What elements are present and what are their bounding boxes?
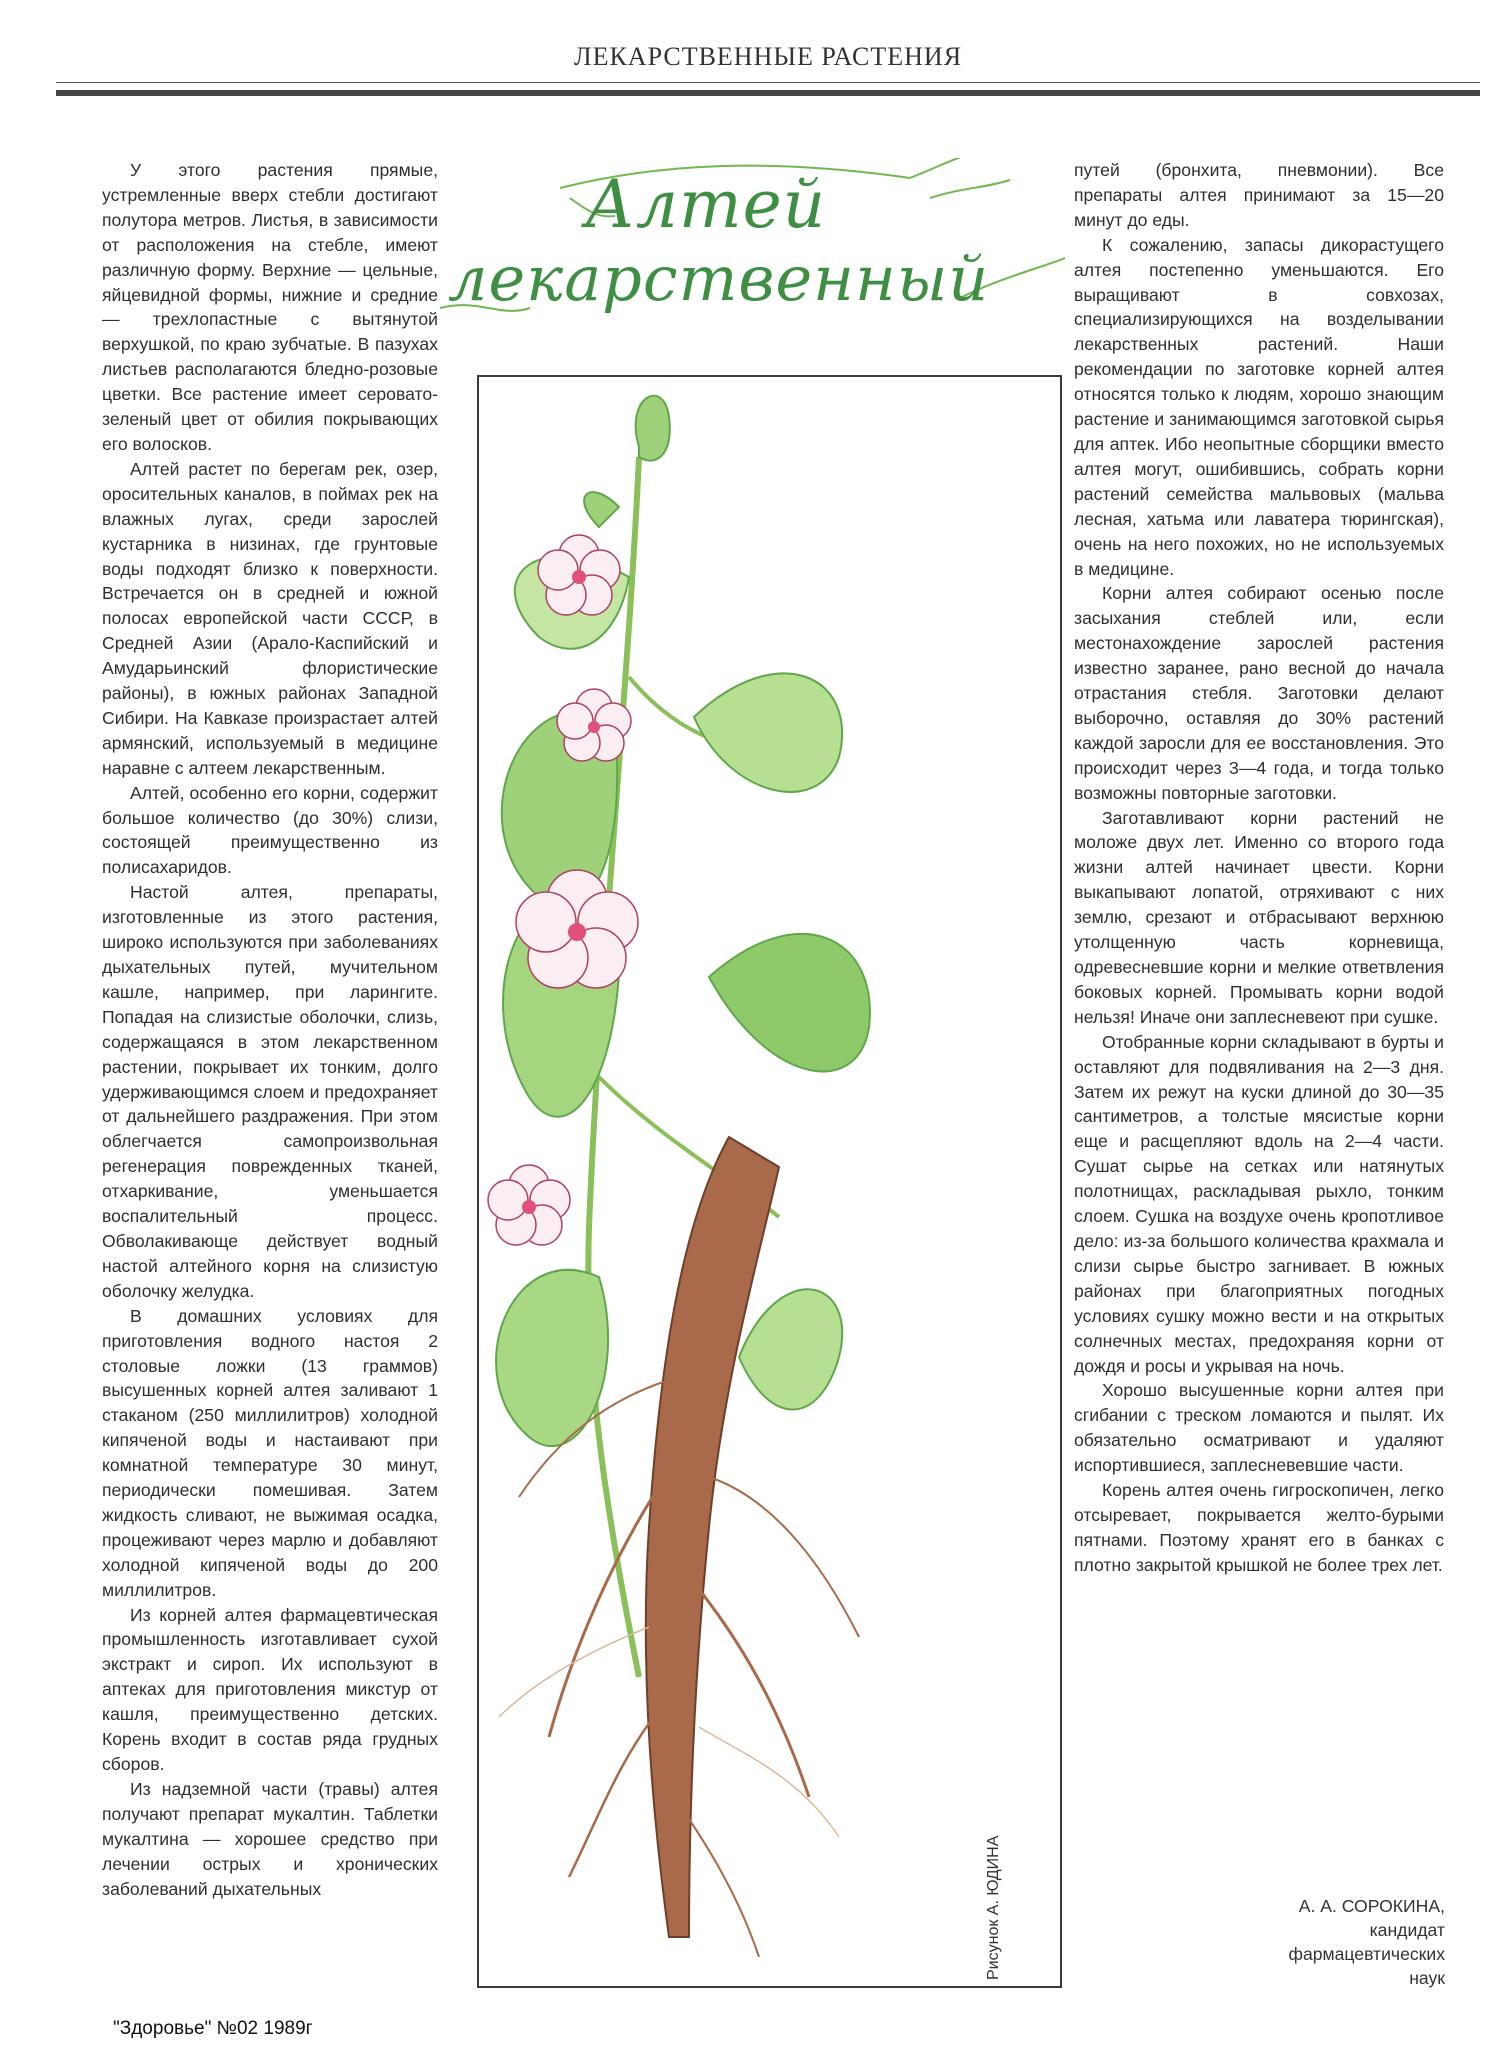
paragraph: Из корней алтея фармацевтическая промышленность изготавливает сухой экстракт и сироп. Их используют в аптеках для приготовления микстур от кашля, преимущественно детских. Корень входит в состав ряда грудных сборов. <box>102 1604 438 1774</box>
author-title: наук <box>1409 1968 1445 1988</box>
source-citation: "Здоровье" №02 1989г <box>113 2018 313 2039</box>
paragraph: Отобранные корни складывают в бурты и оставляют для подвяливания на 2—3 дня. Затем их режут на куски длиной до 30—35 сантиметров, а толстые мясистые корни еще и расщепляют вдоль на 2—4 части. Сушат сырье на сетках или натянутых полотнищах, раскладывая рыхло, тонким слоем. Сушка на воздухе очень кропотливое дело: из-за большого количества крахмала и слизи сырье быстро загнивает. В южных районах при благоприятных погодных условиях сушку можно вести и на открытых солнечных местах, предохраняя корни от дождя и росы и укрывая на ночь. <box>1074 1031 1444 1376</box>
leaf <box>694 673 842 791</box>
author-title: кандидат <box>1369 1920 1445 1940</box>
leaf <box>739 1289 842 1409</box>
flower <box>557 689 631 761</box>
paragraph: Алтей, особенно его корни, содержит большое количество (до 30%) слизи, состоящей преимущественно из полисахаридов. <box>102 782 438 878</box>
paragraph: Заготавливают корни растений не моложе двух лет. Именно со второго года жизни алтей начинает цвести. Корни выкапывают лопатой, отряхивают с них землю, срезают и отбрасывают верхнюю утолщенную часть корневища, одревесневшие корни и мелкие ответвления боковых корней. Промывать корни водой нельзя! Иначе они заплесневеют при сушке. <box>1074 807 1444 1027</box>
author-name: А. А. СОРОКИНА, <box>1298 1896 1445 1916</box>
section-title: ЛЕКАРСТВЕННЫЕ РАСТЕНИЯ <box>573 42 963 71</box>
paragraph: Корень алтея очень гигроскопичен, легко отсыревает, покрывается желто-бурыми пятнами. Поэтому хранят его в банках с плотно закрытой крышкой не более трех лет. <box>1074 1480 1444 1575</box>
flower <box>488 1165 570 1245</box>
main-root <box>646 1137 779 1937</box>
paragraph: Из надземной части (травы) алтея получают препарат мукалтин. Таблетки мукалтина — хорошее средство при лечении острых и хронических заболеваний дыхательных <box>102 1778 438 1899</box>
paragraph: Корни алтея собирают осенью после засыхания стеблей или, если местонахождение зарослей растения известно заранее, рано весной до начала отрастания стебля. Заготовки делают выборочно, оставляя до 30% растений каждой заросли для ее восстановления. Это происходит через 3—4 года, и тогда только возможны повторные заготовки. <box>1074 583 1444 803</box>
paragraph: Настой алтея, препараты, изготовленные из этого растения, широко используются при заболеваниях дыхательных путей, мучительном кашле, например, при ларингите. Попадая на слизистые оболочки, слизь, содержащаяся в этом лекарственном растении, покрывает их тонким, долго удерживающимся слоем и предохраняет от дальнейшего раздражения. При этом облегчается самопроизвольная регенерация поврежденных тканей, отхаркивание, уменьшается воспалительный процесс. Обволакивающе действует водный настой алтейного корня на слизистую оболочку желудка. <box>102 882 438 1301</box>
paragraph: Алтей растет по берегам рек, озер, оросительных каналов, в поймах рек на влажных лугах, среди зарослей кустарника в низинах, где грунтовые воды подходят близко к поверхности. Встречается он в средней и южной полосах европейской части СССР, в Средней Азии (Арало-Каспийский и Амударьинский флористические районы), в южных районах Западной Сибири. На Кавказе произрастает алтей армянский, используемый в медицине наравне с алтеем лекарственным. <box>102 458 438 778</box>
plant-illustration <box>477 375 1062 1988</box>
header-rule-thin <box>56 82 1480 83</box>
flower-bud <box>636 396 670 461</box>
illustration-caption <box>985 1780 1025 1980</box>
author-title: фармацевтических <box>1288 1944 1445 1964</box>
paragraph: путей (бронхита, пневмонии). Все препараты алтея принимают за 15—20 минут до еды. <box>1074 160 1444 230</box>
marshmallow-plant-drawing <box>479 377 1060 1986</box>
caption-text: Рисунок А. ЮДИНА <box>985 1835 1002 1980</box>
left-text-column <box>102 158 438 1901</box>
article-title <box>440 158 1065 348</box>
paragraph: В домашних условиях для приготовления водного настоя 2 столовые ложки (13 граммов) высушенных корней алтея заливают 1 стаканом (250 миллилитров) холодной кипяченой воды и настаивают при комнатной температуре 30 минут, периодически помешивая. Затем жидкость сливают, не выжимая осадка, процеживают через марлю и добавляют холодной кипяченой воды до 200 миллилитров. <box>102 1305 438 1600</box>
title-word-1: Алтей <box>585 166 827 243</box>
paragraph: К сожалению, запасы дикорастущего алтея постепенно уменьшаются. Его выращивают в совхозах, специализирующихся на возделывании лекарственных растений. Наши рекомендации по заготовке корней алтея относятся только к людям, хорошо знающим растение и занимающимся заготовкой сырья для аптек. Ибо неопытные сборщики вместо алтея могут, ошибившись, собрать корни растений семейства мальвовых (мальва лесная, хатьма или лаватера тюрингская), очень на него похожих, но не используемых в медицине. <box>1074 234 1444 579</box>
flower <box>538 535 620 615</box>
leaf <box>709 934 870 1071</box>
author-signature <box>1150 1894 1445 1990</box>
title-word-2: лекарственный <box>448 242 990 315</box>
paragraph: У этого растения прямые, устремленные вверх стебли достигают полутора метров. Листья, в зависимости от расположения на стебле, имеют различную форму. Верхние — цельные, яйцевидной формы, нижние и средние — трехлопастные с вытянутой верхушкой, по краю зубчатые. В пазухах листьев располагаются бледно-розовые цветки. Все растение имеет серовато-зеленый цвет от обилия покрывающих его волосков. <box>102 160 438 454</box>
paragraph: Хорошо высушенные корни алтея при сгибании с треском ломаются и пылят. Их обязательно осматривают и удаляют испортившиеся, заплесневевшие части. <box>1074 1380 1444 1476</box>
header-rule-thick <box>56 90 1480 96</box>
right-text-column <box>1074 158 1444 1578</box>
page-header <box>56 38 1480 98</box>
